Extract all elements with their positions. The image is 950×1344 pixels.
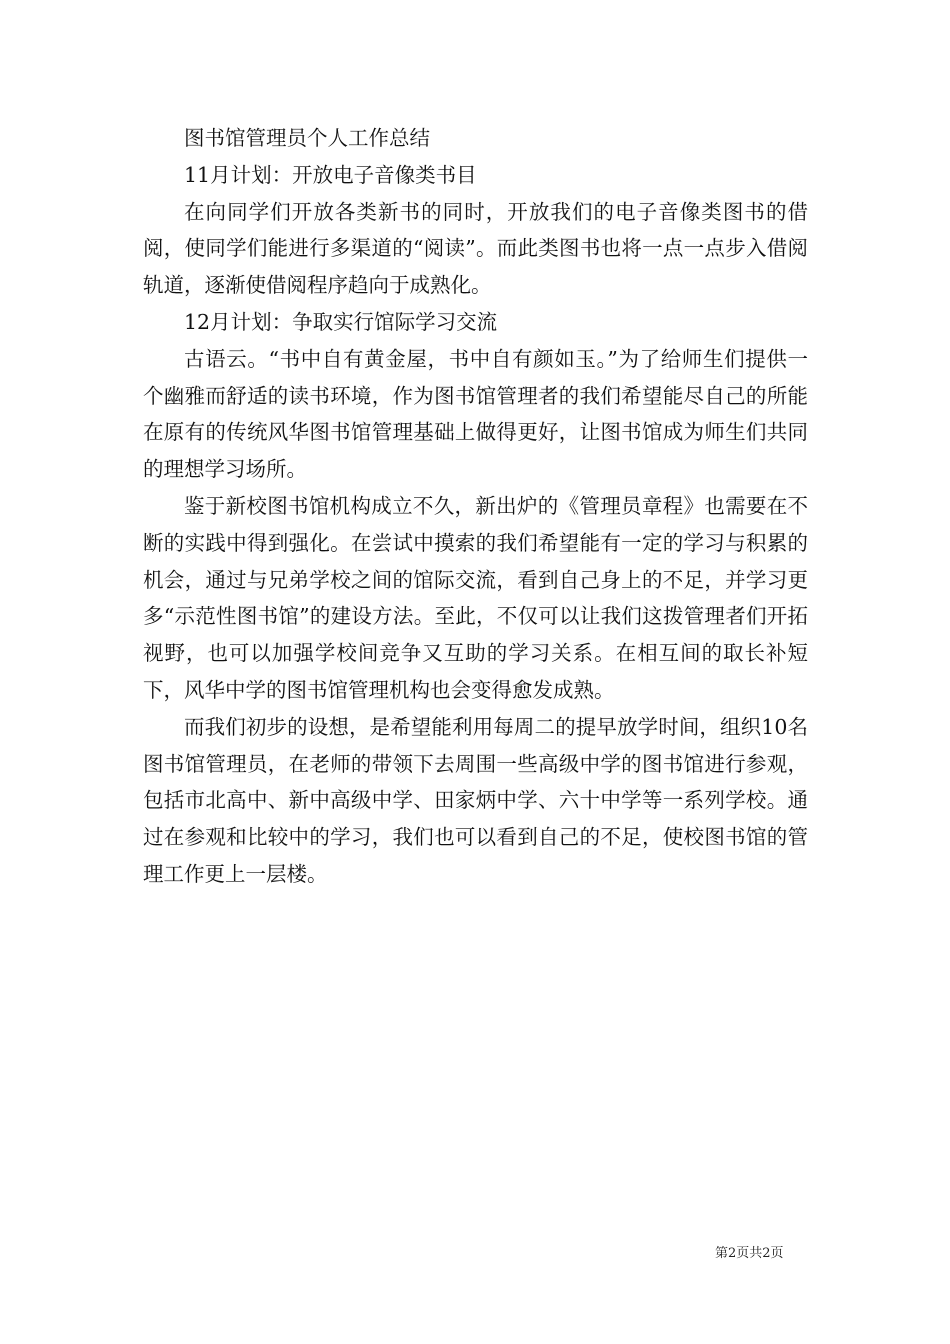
page-number-footer: 第2页共2页 <box>715 1246 784 1261</box>
paragraph-visit-plan: 而我们初步的设想，是希望能利用每周二的提早放学时间，组织10名图书馆管理员，在老师的带领下去周围一些高级中学的图书馆进行参观，包括市北高中、新中高级中学、田家炳中学、六十中学等一系列学校。通过在参观和比较中的学习，我们也可以看到自己的不足，使校图书馆的管理工作更上一层楼。 <box>143 714 808 886</box>
document-body <box>143 120 808 893</box>
paragraph-quote: 古语云。“书中自有黄金屋，书中自有颜如玉。”为了给师生们提供一个幽雅而舒适的读书环境，作为图书馆管理者的我们希望能尽自己的所能在原有的传统风华图书馆管理基础上做得更好，让图书馆成为师生们共同的理想学习场所。 <box>143 346 808 482</box>
paragraph-exchange: 鉴于新校图书馆机构成立不久，新出炉的《管理员章程》也需要在不断的实践中得到强化。在尝试中摸索的我们希望能有一定的学习与积累的机会，通过与兄弟学校之间的馆际交流，看到自己身上的不足，并学习更多“示范性图书馆”的建设方法。至此，不仅可以让我们这拨管理者们开拓视野，也可以加强学校间竞争又互助的学习关系。在相互间的取长补短下，风华中学的图书馆管理机构也会变得愈发成熟。 <box>143 493 808 702</box>
document-title: 图书馆管理员个人工作总结 <box>184 126 430 150</box>
paragraph-november-details: 在向同学们开放各类新书的同时，开放我们的电子音像类图书的借阅，使同学们能进行多渠道的“阅读”。而此类图书也将一点一点步入借阅轨道，逐渐使借阅程序趋向于成熟化。 <box>143 199 808 298</box>
paragraph-plan-december: 12月计划：争取实行馆际学习交流 <box>184 309 498 334</box>
paragraph-plan-november: 11月计划：开放电子音像类书目 <box>184 162 477 187</box>
